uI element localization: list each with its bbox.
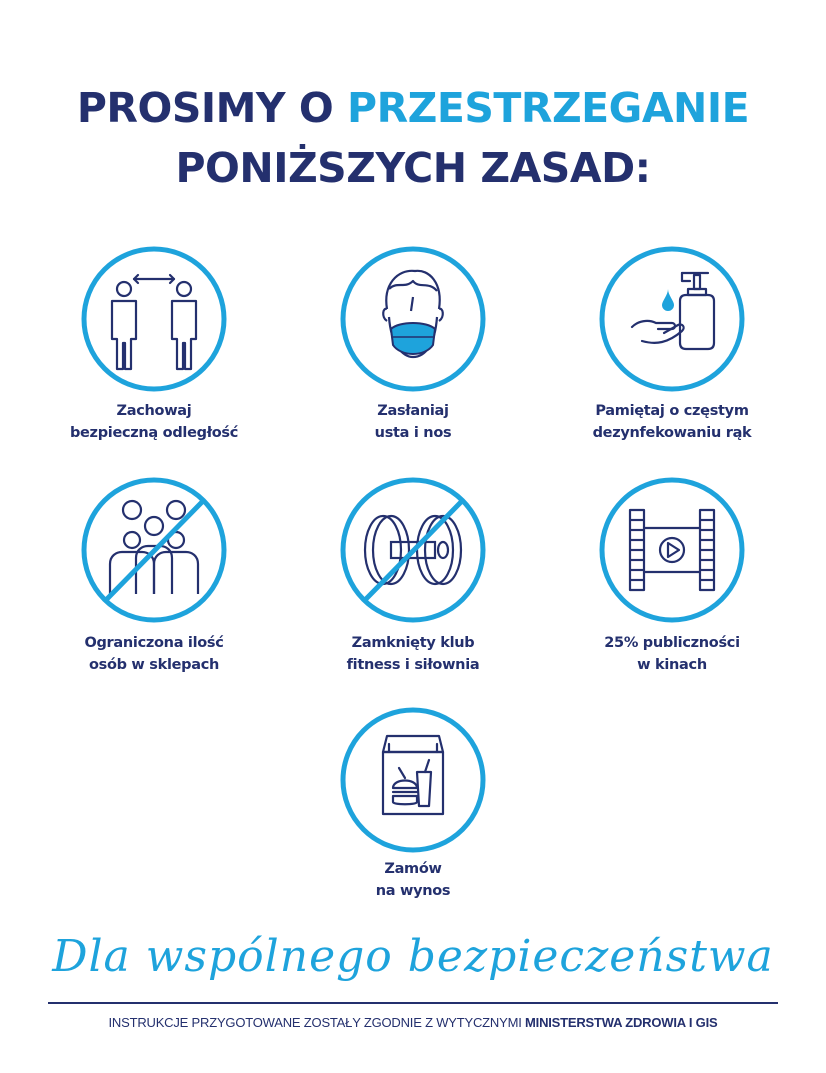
crowd-limit-icon: [80, 476, 228, 624]
title-part1: PROSIMY O: [76, 84, 334, 132]
takeaway-bag-icon: [339, 706, 487, 854]
title-highlight: PRZESTRZEGANIE: [347, 84, 750, 132]
rule-label: Ograniczona ilość osób w sklepach: [84, 635, 224, 673]
page-title-line1: [0, 84, 826, 132]
rule-label: Zamknięty klub fitness i siłownia: [346, 635, 480, 673]
rule-label: Zamów na wynos: [375, 861, 451, 899]
rule-label: Pamiętaj o częstym dezynfekowaniu rąk: [592, 403, 752, 441]
hand-sanitizer-icon: [598, 245, 746, 393]
divider: [48, 1002, 778, 1004]
slogan: Dla wspólnego bezpieczeństwa: [52, 931, 774, 982]
rule-label: 25% publiczności w kinach: [604, 635, 740, 673]
page-title-line2: PONIŻSZYCH ZASAD:: [175, 144, 651, 192]
rule-label: Zachowaj bezpieczną odległość: [69, 403, 239, 441]
face-mask-icon: [339, 245, 487, 393]
cinema-film-icon: [598, 476, 746, 624]
footer-text: INSTRUKCJE PRZYGOTOWANE ZOSTAŁY ZGODNIE Z WYTYCZNYMI: [108, 1015, 522, 1030]
social-distance-icon: [80, 245, 228, 393]
rule-label: Zasłaniaj usta i nos: [374, 403, 452, 441]
footer-bold: MINISTERSTWA ZDROWIA I GIS: [525, 1015, 718, 1030]
fitness-closed-icon: [339, 476, 487, 624]
footer: [0, 1015, 826, 1030]
